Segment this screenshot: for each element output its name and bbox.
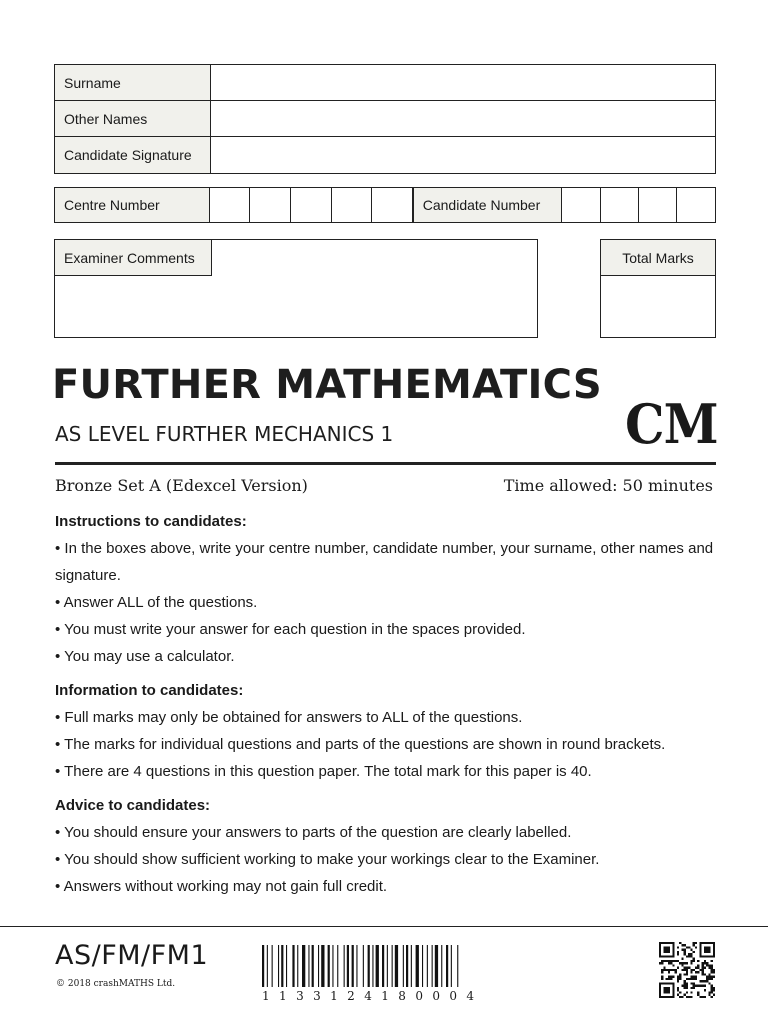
information-heading: Information to candidates:	[55, 682, 244, 699]
advice-item: • You should show sufficient working to make your workings clear to the Examiner.	[55, 851, 600, 868]
examiner-comments-label: Examiner Comments	[55, 240, 212, 276]
information-item: • Full marks may only be obtained for answers to ALL of the questions.	[55, 709, 523, 726]
examiner-comments-box[interactable]	[54, 239, 538, 338]
signature-row	[55, 137, 715, 173]
candidate-number-digit-field[interactable]	[639, 188, 677, 222]
crashmaths-logo: CM	[625, 392, 718, 456]
surname-label: Surname	[55, 65, 211, 100]
barcode-digits: 1133124180004	[262, 989, 484, 1003]
footer-divider	[0, 926, 768, 927]
time-allowed: Time allowed: 50 minutes	[503, 476, 713, 495]
information-item: • The marks for individual questions and parts of the questions are shown in round brackets.	[55, 736, 666, 753]
instruction-item: • In the boxes above, write your centre number, candidate number, your surname, other names and signature.	[55, 540, 714, 584]
centre-number-digit-field[interactable]	[291, 188, 332, 222]
centre-number-label: Centre Number	[55, 188, 210, 222]
signature-label: Candidate Signature	[55, 137, 211, 173]
advice-section	[55, 792, 735, 900]
copyright-notice: © 2018 crashMATHS Ltd.	[56, 979, 176, 989]
page-subtitle: AS LEVEL FURTHER MECHANICS 1	[55, 422, 394, 446]
candidate-number-digit-field[interactable]	[562, 188, 600, 222]
candidate-details-box	[54, 64, 716, 174]
centre-number-digit-field[interactable]	[332, 188, 373, 222]
advice-heading: Advice to candidates:	[55, 797, 211, 814]
centre-number-digit-field[interactable]	[250, 188, 291, 222]
paper-set: Bronze Set A (Edexcel Version)	[55, 476, 308, 495]
total-marks-label: Total Marks	[601, 240, 715, 276]
surname-row	[55, 65, 715, 101]
other-names-field[interactable]	[211, 101, 715, 136]
paper-code: AS/FM/FM1	[55, 940, 209, 971]
number-box	[54, 187, 716, 223]
centre-number-digit-field[interactable]	[372, 188, 413, 222]
total-marks-box[interactable]	[600, 239, 716, 338]
signature-field[interactable]	[211, 137, 715, 173]
barcode-icon	[262, 945, 510, 987]
centre-number-digit-field[interactable]	[210, 188, 251, 222]
title-divider	[55, 462, 716, 465]
candidate-number-label: Candidate Number	[413, 188, 563, 222]
surname-field[interactable]	[211, 65, 715, 100]
instruction-item: • You must write your answer for each question in the spaces provided.	[55, 621, 526, 638]
information-section	[55, 677, 735, 785]
instructions-section	[55, 508, 735, 670]
instruction-item: • You may use a calculator.	[55, 648, 235, 665]
information-item: • There are 4 questions in this question paper. The total mark for this paper is 40.	[55, 763, 592, 780]
candidate-number-digit-field[interactable]	[677, 188, 715, 222]
page-title: FURTHER MATHEMATICS	[52, 362, 602, 408]
advice-item: • Answers without working may not gain full credit.	[55, 878, 388, 895]
other-names-label: Other Names	[55, 101, 211, 136]
candidate-number-digit-field[interactable]	[601, 188, 639, 222]
instructions-heading: Instructions to candidates:	[55, 513, 247, 530]
qr-code-icon	[657, 942, 717, 998]
other-names-row	[55, 101, 715, 137]
advice-item: • You should ensure your answers to parts of the question are clearly labelled.	[55, 824, 572, 841]
instruction-item: • Answer ALL of the questions.	[55, 594, 258, 611]
